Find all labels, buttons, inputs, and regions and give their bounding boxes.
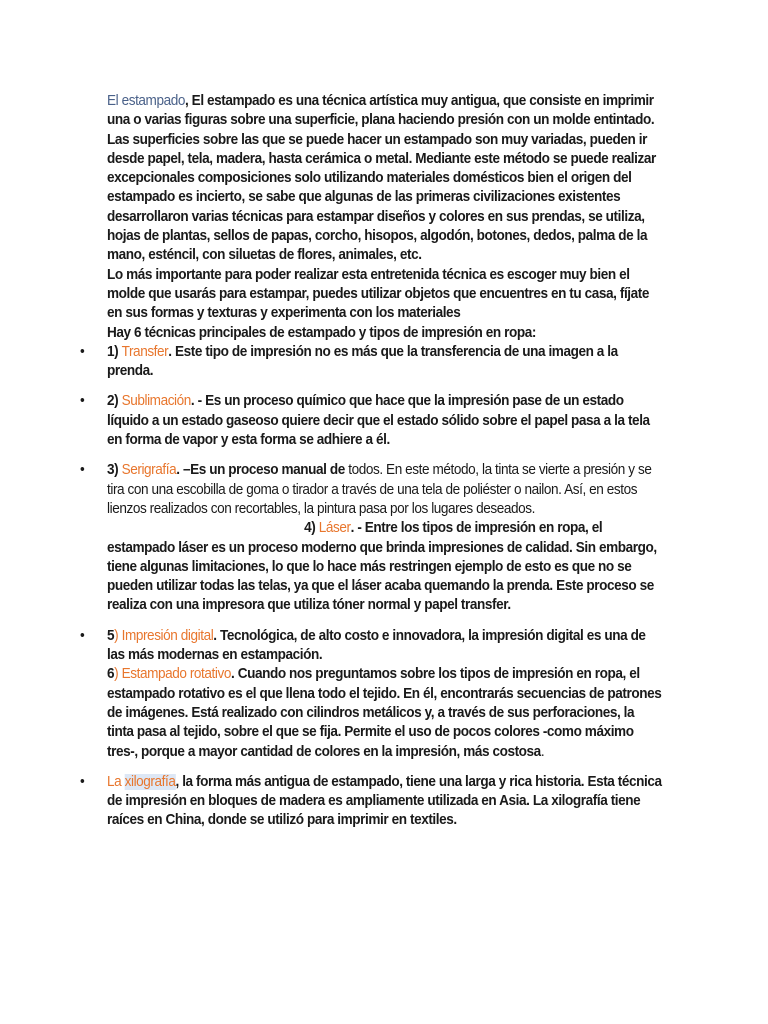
item-number: 3) (107, 462, 122, 479)
item-label-serigrafia: Serigrafía (121, 462, 177, 479)
item-text-serigrafia: todos. En este método, la tinta se vierte a presión y se tira con una escobilla de goma o tirador a través de una tela de poliéster o nailon. Así, en estos lienzos realizados con recortables, la pintura pasa por los lugares deseados. (107, 462, 652, 517)
item-label-laser: Láser (318, 520, 351, 537)
item-text-digital: . Tecnológica, de alto costo e innovadora, la impresión digital es una de las más modernas en estampación. (107, 627, 646, 664)
item-label-xilografia: xilografía (124, 773, 176, 790)
item-text-transfer: . Este tipo de impresión no es más que la transferencia de una imagen a la prenda. (107, 343, 618, 380)
item-number: 5 (107, 627, 115, 644)
item-text-serigrafia-bold: . –Es un proceso manual de (176, 462, 349, 479)
item-label-sublimacion: Sublimación (121, 393, 191, 410)
intro-text: , El estampado es una técnica artística muy antigua, que consiste en imprimir una o varias figuras sobre una superficie, plana haciendo presión con un molde entintado. Las superficies sobre las que se puede hacer un estampado son muy variadas, pueden ir desde papel, tela, madera, hasta cerámica o metal. Mediante este método se puede realizar excepcionales composiciones solo utilizando materiales domésticos bien el origen del estampado es incierto, se sabe que algunas de las primeras civilizaciones existentes desarrollaron varias técnicas para estampar diseños y colores en sus prendas, se utiliza, hojas de plantas, sellos de papas, corcho, hisopos, algodón, botones, dedos, palma de la mano, esténcil, con siluetas de flores, animales, etc. (107, 93, 656, 264)
item-number: 4) (304, 520, 319, 537)
list-item-digital (107, 627, 663, 762)
intro-label: El estampado (107, 93, 185, 109)
list-heading: Hay 6 técnicas principales de estampado y tipos de impresión en ropa: (107, 324, 536, 341)
item-text-rotativo-end: . (540, 743, 545, 760)
item-number: 2) (107, 393, 122, 410)
item-label-transfer: Transfer (121, 343, 169, 360)
item-text-rotativo: . Cuando nos preguntamos sobre los tipos de impresión en ropa, el estampado rotativo es el que llena todo el tejido. En él, encontrarás secuencias de patrones de imágenes. Está realizado con cilindros metálicos y, a través de sus perforaciones, la tinta pasa al tejido, sobre el que se fija. Permite el uso de pocos colores -como máximo tres-, porque a mayor cantidad de colores en la impresión, más costosa (107, 666, 662, 760)
list-item-xilografia (107, 773, 663, 831)
document-body (107, 92, 663, 842)
item-number: 6 (107, 666, 115, 683)
intro-paragraph (107, 92, 663, 266)
item-label-rotativo: ) Estampado rotativo (114, 666, 231, 683)
technique-list (107, 343, 663, 831)
paragraph-molde: Lo más importante para poder realizar esta entretenida técnica es escoger muy bien el molde que usarás para estampar, puedes utilizar objetos que encuentres en tu casa, fíjate en sus formas y texturas y experimenta con los materiales (107, 266, 650, 322)
item-text-laser: . - Entre los tipos de impresión en ropa, el estampado láser es un proceso moderno que brinda impresiones de calidad. Sin embargo, tiene algunas limitaciones, lo que lo hace más restringen ejemplo de esto es que no se pueden utilizar todas las telas, ya que el láser acaba quemando la prenda. Este proceso se realiza con una impresora que utiliza tóner normal y papel transfer. (107, 520, 657, 614)
item-text-xilografia: , la forma más antigua de estampado, tiene una larga y rica historia. Esta técnica de impresión en bloques de madera es ampliamente utilizada en Asia. La xilografía tiene raíces en China, donde se utilizó para imprimir en textiles. (107, 773, 662, 829)
item-text-sublimacion: . - Es un proceso químico que hace que la impresión pase de un estado líquido a un estado gaseoso quiere decir que el estado sólido sobre el papel pasa a la tela en forma de vapor y esta forma se adhiere a él. (107, 393, 650, 449)
item-label-digital: ) Impresión digital (114, 627, 214, 644)
item-label-xilografia-prefix: La (107, 773, 125, 790)
list-item-transfer (107, 343, 663, 382)
item-number: 1) (107, 343, 122, 360)
list-item-sublimacion (107, 392, 663, 450)
list-item-serigrafia (107, 461, 663, 615)
